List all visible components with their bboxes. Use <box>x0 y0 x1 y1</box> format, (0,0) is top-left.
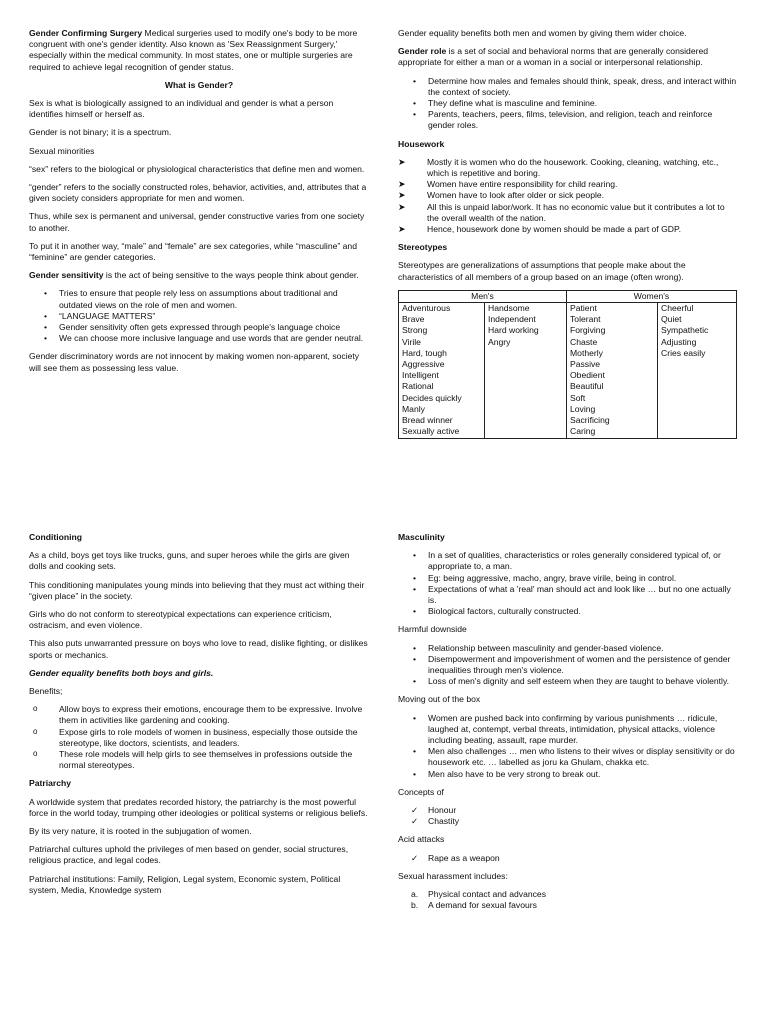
gender-sensitivity-paragraph: Gender sensitivity is the act of being sensitive to the ways people think about gender. <box>29 270 359 281</box>
paragraph: Gender equality benefits both men and women by giving them wider choice. <box>398 28 687 38</box>
list-item: • In a set of qualities, characteristics or roles generally considered typical of, or appropriate to, a man. <box>398 550 738 572</box>
stereotypes-heading: Stereotypes <box>398 242 448 253</box>
list-item: • Parents, teachers, peers, films, television, and religion, teach and reinforce gender roles. <box>398 109 738 131</box>
table-cell-trait: Rational <box>402 381 434 392</box>
harmful-downside-list <box>398 643 738 688</box>
table-cell-trait: Sympathetic <box>661 325 709 336</box>
sexual-harassment-list <box>398 889 738 911</box>
sexual-harassment-heading: Sexual harassment includes: <box>398 870 508 881</box>
table-cell-trait: Loving <box>570 403 596 414</box>
paragraph: Patriarchal cultures uphold the privileges of men based on gender, social structures, religious practice, and legal codes. <box>29 844 349 866</box>
paragraph: Sex is what is biologically assigned to an individual and gender is what a person identifies himself or herself as. <box>29 98 334 120</box>
table-cell-trait: Independent <box>488 314 536 325</box>
list-item: • “LANGUAGE MATTERS” <box>29 311 369 322</box>
paragraph: Girls who do not conform to stereotypical expectations can experience criticism, ostracism, and even violence. <box>29 609 332 631</box>
masculinity-heading: Masculinity <box>398 532 445 542</box>
list-item: o These role models will help girls to see themselves in professions outside the normal stereotypes. <box>29 749 369 771</box>
gcs-paragraph: Gender Confirming Surgery Medical surgeries used to modify one's body to be more congruent with one's gender identity. Also known as 'Sex Reassignment Surgery,' especially within the medical community. In most states, one or multiple surgeries are required to achieve legal recognition of gender status. <box>29 28 358 72</box>
table-cell-trait: Decides quickly <box>402 392 462 403</box>
paragraph: This also puts unwarranted pressure on boys who love to read, dislike fighting, or dislikes sports or mechanics. <box>29 638 368 660</box>
list-item: • Relationship between masculinity and gender-based violence. <box>398 643 738 654</box>
list-item: • Loss of men's dignity and self esteem when they are taught to behave violently. <box>398 676 738 687</box>
list-item: ➤ All this is unpaid labor/work. It has no economic value but it contributes a lot to the overall wealth of the nation. <box>398 202 738 224</box>
womens-traits-col-1 <box>567 303 658 438</box>
column-3 <box>29 532 369 903</box>
table-cell-trait: Handsome <box>488 303 530 314</box>
table-cell-trait: Obedient <box>570 370 605 381</box>
table-cell-trait: Adjusting <box>661 336 697 347</box>
list-item: • Disempowerment and impoverishment of women and the persistence of gender inequalities through men's violence. <box>398 654 738 676</box>
list-item: • Gender sensitivity often gets expressed through people's language choice <box>29 322 369 333</box>
table-cell-trait: Cries easily <box>661 347 706 358</box>
emphasis-paragraph: Gender equality benefits both boys and girls. <box>29 667 214 678</box>
paragraph: Patriarchal institutions: Family, Religion, Legal system, Economic system, Political system, Media, Knowledge system <box>29 873 341 895</box>
table-cell-trait: Hard, tough <box>402 347 447 358</box>
paragraph: Sexual minorities <box>29 145 95 156</box>
paragraph: Stereotypes are generalizations of assumptions that people make about the characteristics of all members of a group based on an image (often wrong). <box>398 260 686 282</box>
table-cell-trait: Soft <box>570 392 586 403</box>
column-1 <box>29 28 369 381</box>
list-item: ✓ Chastity <box>398 816 738 827</box>
list-item: • Men also challenges … men who listens to their wives or display sensitivity or do housework etc. … labelled as joru ka Ghulam, chakka etc. <box>398 746 738 768</box>
moving-out-list <box>398 713 738 780</box>
table-cell-trait: Strong <box>402 325 428 336</box>
table-cell-trait: Cheerful <box>661 303 694 314</box>
table-cell-trait: Chaste <box>570 336 598 347</box>
gender-role-paragraph: Gender role is a set of social and behavioral norms that are generally considered appropriate for either a man or a woman in a social or interpersonal relationship. <box>398 46 709 68</box>
table-cell-trait: Forgiving <box>570 325 606 336</box>
patriarchy-heading: Patriarchy <box>29 778 72 789</box>
list-item: • Determine how males and females should think, speak, dress, and interact within the context of society. <box>398 76 738 98</box>
list-item: ➤ Women have to look after older or sick people. <box>398 190 738 201</box>
list-item: ➤ Mostly it is women who do the housework. Cooking, cleaning, watching, etc., which is repetitive and boring. <box>398 157 738 179</box>
concepts-heading: Concepts of <box>398 786 444 797</box>
list-item: ✓ Rape as a weapon <box>398 853 738 864</box>
list-item: • Men also have to be very strong to break out. <box>398 769 738 780</box>
table-cell-trait: Passive <box>570 359 601 370</box>
table-cell-trait: Bread winner <box>402 415 453 426</box>
paragraph: This conditioning manipulates young minds into believing that they must act withing their “given place” in the society. <box>29 579 365 601</box>
table-cell-trait: Beautiful <box>570 381 604 392</box>
paragraph: A worldwide system that predates recorded history, the patriarchy is the most powerful force in the world today, trumping other ideologies or political systems or religious beliefs. <box>29 796 368 818</box>
list-item: • Expectations of what a 'real' man should act and look like … but no one actually is. <box>398 584 738 606</box>
paragraph: Gender discriminatory words are not innocent by making women non-apparent, society will see them as possessing less value. <box>29 351 360 373</box>
table-cell-trait: Angry <box>488 336 511 347</box>
housework-heading: Housework <box>398 138 445 149</box>
acid-attacks-heading: Acid attacks <box>398 834 445 845</box>
list-item: ➤ Women have entire responsibility for child rearing. <box>398 179 738 190</box>
benefits-list <box>29 704 369 771</box>
list-item: • Tries to ensure that people rely less on assumptions about traditional and outdated views on the role of men and women. <box>29 288 369 310</box>
list-item: ✓ Honour <box>398 805 738 816</box>
list-item: ➤ Hence, housework done by women should be made a part of GDP. <box>398 224 738 235</box>
womens-header: Women's <box>567 290 737 302</box>
conditioning-heading: Conditioning <box>29 532 82 542</box>
paragraph: Benefits; <box>29 686 63 697</box>
table-cell-trait: Brave <box>402 314 425 325</box>
list-item: • Eg: being aggressive, macho, angry, brave virile, being in control. <box>398 573 738 584</box>
paragraph: By its very nature, it is rooted in the subjugation of women. <box>29 826 252 837</box>
paragraph: Gender is not binary; it is a spectrum. <box>29 127 172 138</box>
paragraph: Thus, while sex is permanent and universal, gender constructive varies from one society to another. <box>29 211 365 233</box>
list-item: o Allow boys to express their emotions, encourage them to be expressive. Involve them in activities like gardening and cooking. <box>29 704 369 726</box>
moving-out-heading: Moving out of the box <box>398 694 481 705</box>
table-cell-trait: Hard working <box>488 325 539 336</box>
table-cell-trait: Virile <box>402 336 421 347</box>
acid-attacks-list <box>398 853 738 864</box>
harmful-downside-heading: Harmful downside <box>398 624 467 635</box>
list-item: • Women are pushed back into confirming by various punishments … ridicule, laughed at, contempt, verbal threats, intimidation, physical attacks, violence including beating, assault, rape murder. <box>398 713 738 747</box>
paragraph: To put it in another way, “male” and “female” are sex categories, while “masculine” and “feminine” are gender categories. <box>29 240 357 263</box>
table-cell-trait: Sexually active <box>402 426 460 437</box>
table-cell-trait: Manly <box>402 403 425 414</box>
stereotypes-table <box>398 290 737 439</box>
gender-sensitivity-list <box>29 288 369 344</box>
table-cell-trait: Intelligent <box>402 370 439 381</box>
masculinity-list <box>398 550 738 617</box>
table-cell-trait: Sacrificing <box>570 415 610 426</box>
paragraph: “sex” refers to the biological or physiological characteristics that define men and women. <box>29 163 365 174</box>
womens-traits-col-2 <box>658 303 737 438</box>
table-cell-trait: Tolerant <box>570 314 601 325</box>
gender-role-list <box>398 76 738 132</box>
mens-traits-col-2 <box>485 303 567 438</box>
list-item: • Biological factors, culturally constructed. <box>398 606 738 617</box>
table-cell-trait: Adventurous <box>402 303 451 314</box>
list-item: b. A demand for sexual favours <box>411 900 537 911</box>
list-item: • They define what is masculine and feminine. <box>398 98 738 109</box>
table-cell-trait: Patient <box>570 303 597 314</box>
table-cell-trait: Quiet <box>661 314 682 325</box>
table-cell-trait: Motherly <box>570 347 603 358</box>
mens-header: Men's <box>399 290 567 302</box>
column-2 <box>398 28 738 439</box>
list-item: a. Physical contact and advances <box>411 889 546 900</box>
what-is-gender-heading: What is Gender? <box>164 79 234 90</box>
mens-traits-col-1 <box>399 303 485 438</box>
list-item: o Expose girls to role models of women in business, especially those outside the stereotype, like doctors, scientists, and leaders. <box>29 727 369 749</box>
paragraph: “gender” refers to the socially constructed roles, behavior, activities, and, attributes that a given society considers appropriate for men and women. <box>29 182 367 204</box>
table-cell-trait: Caring <box>570 426 596 437</box>
table-cell-trait: Aggressive <box>402 359 445 370</box>
housework-list <box>398 157 738 235</box>
list-item: • We can choose more inclusive language and use words that are gender neutral. <box>29 333 369 344</box>
concepts-list <box>398 805 738 827</box>
column-4 <box>398 532 738 918</box>
paragraph: As a child, boys get toys like trucks, guns, and super heroes while the girls are given dolls and cooking sets. <box>29 550 350 572</box>
